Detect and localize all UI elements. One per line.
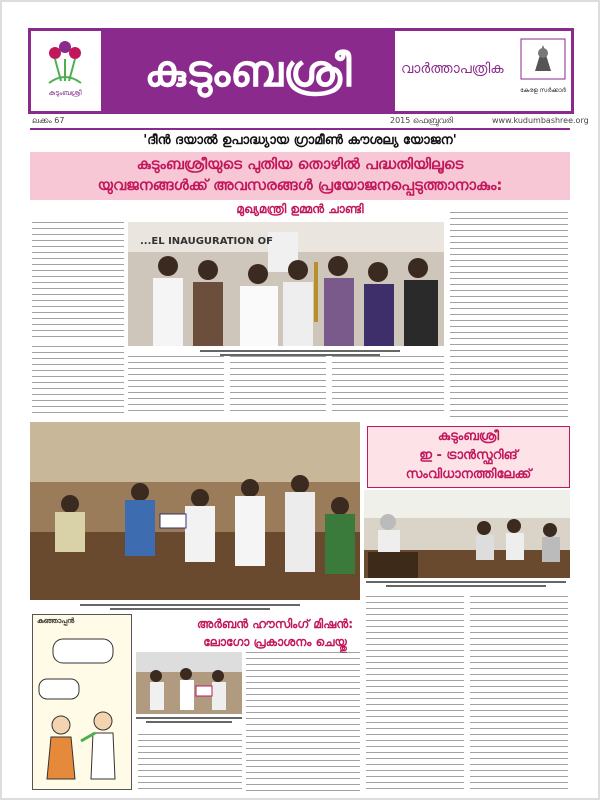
photo-caption bbox=[366, 580, 566, 589]
photo-caption bbox=[80, 603, 300, 612]
meeting-photo bbox=[30, 422, 360, 600]
article-column bbox=[32, 222, 124, 340]
photo-caption bbox=[136, 716, 242, 725]
urban-photo bbox=[136, 652, 242, 714]
sidebar-photo bbox=[364, 490, 570, 578]
masthead bbox=[28, 28, 574, 114]
article-column bbox=[366, 596, 464, 792]
article-column bbox=[450, 212, 568, 420]
website-link[interactable]: www.kudumbashree.org bbox=[492, 116, 589, 125]
lead-photo bbox=[128, 222, 444, 346]
urban-headline-line1: അർബൻ ഹൗസിംഗ് മിഷൻ: bbox=[197, 617, 353, 631]
issue-date: 2015 ഫെബ്രുവരി bbox=[390, 116, 453, 125]
masthead-logo bbox=[31, 31, 99, 111]
cartoon-title: കുഞ്ഞാപ്പൻ bbox=[37, 617, 75, 625]
article-column bbox=[32, 346, 124, 414]
info-bar bbox=[30, 114, 589, 128]
flower-logo-icon bbox=[31, 31, 99, 111]
banner-text: ...EL INAUGURATION OF bbox=[140, 236, 273, 247]
sidebar-line2: ഇ - ട്രാൻസ്ഫറിങ് bbox=[419, 448, 518, 463]
urban-headline-line2: ലോഗോ പ്രകാശനം ചെയ്തു bbox=[203, 635, 347, 649]
emblem bbox=[515, 31, 571, 111]
logo-caption: കുടുംബശ്രീ bbox=[48, 89, 82, 97]
emblem-caption: കേരള സർക്കാർ bbox=[520, 87, 566, 94]
article-column bbox=[230, 356, 326, 414]
article-column bbox=[138, 734, 242, 792]
masthead-subtitle: വാർത്താപത്രിക bbox=[401, 61, 504, 77]
article-column bbox=[246, 652, 360, 792]
cartoon-illustration-icon bbox=[33, 629, 131, 789]
state-emblem-icon bbox=[515, 31, 571, 91]
headline-byline: മുഖ്യമന്ത്രി ഉമ്മൻ ചാണ്ടി bbox=[236, 202, 364, 216]
headline-line1: കുടുംബശ്രീയുടെ പുതിയ തൊഴിൽ പദ്ധതിയിലൂടെ bbox=[136, 155, 464, 173]
article-column bbox=[470, 596, 568, 792]
headline-line2: യുവജനങ്ങൾക്ക് അവസരങ്ങൾ പ്രയോജനപ്പെടുത്താനാകും: bbox=[97, 176, 503, 194]
sidebar-line1: കുടുംബശ്രീ bbox=[437, 429, 500, 444]
issue-number: ലക്കം 67 bbox=[32, 116, 65, 125]
article-column bbox=[332, 356, 444, 414]
masthead-title: കുടുംബശ്രീ bbox=[101, 31, 395, 111]
scheme-title: 'ദീൻ ദയാൽ ഉപാദ്ധ്യായ ഗ്രാമീൺ കൗശല്യ യോജന' bbox=[143, 133, 457, 148]
article-column bbox=[128, 356, 224, 414]
cartoon-panel bbox=[32, 614, 132, 790]
sidebar-line3: സംവിധാനത്തിലേക്ക് bbox=[405, 467, 532, 482]
